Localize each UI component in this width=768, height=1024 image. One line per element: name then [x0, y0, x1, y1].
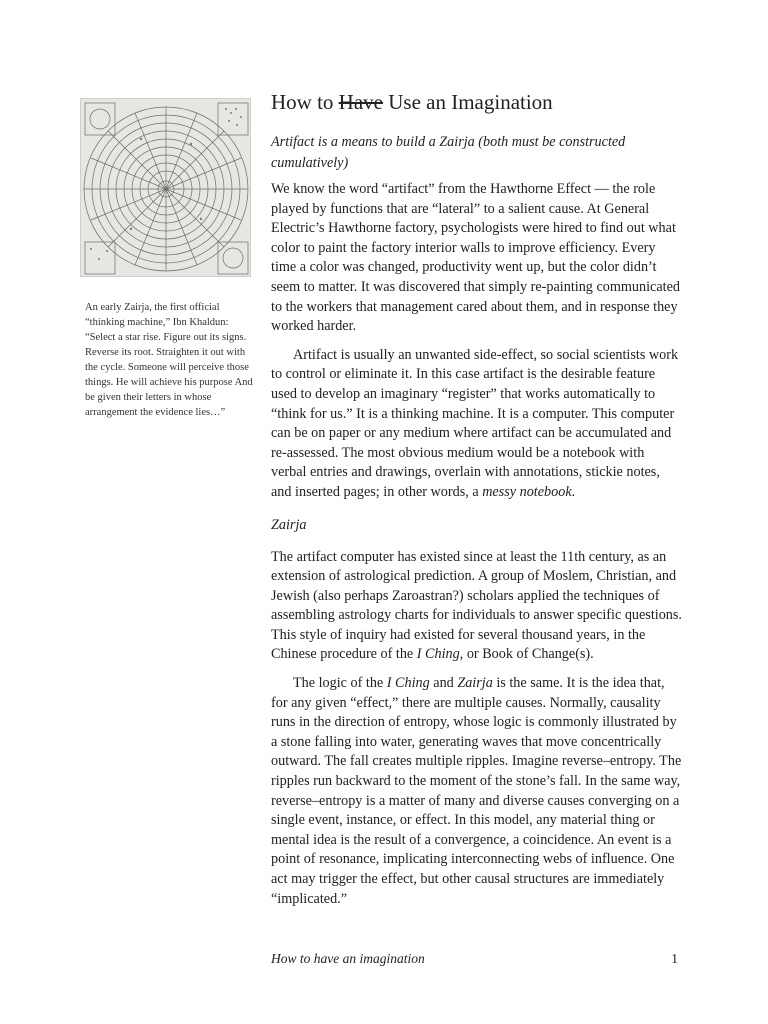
paragraph-4-start: The logic of the	[293, 675, 387, 692]
paragraph-1: We know the word “artifact” from the Hawthorne Effect — the role played by functions that are “lateral” to a salient cause. At General Electric’s Hawthorne factory, psychologists were hired to find out what color to paint the factory interior walls to improve efficiency. Every time a color was changed, productivity went up, but the color didn’t seem to matter. It was discovered that simply re-painting communicated to the workers that management cared about them, and in response they worked harder.	[271, 181, 680, 335]
paragraph-2-emphasis: messy notebook	[482, 483, 572, 500]
paragraph-3-end: , or Book of Change(s).	[459, 646, 594, 663]
paragraph-3-emphasis: I Ching	[416, 646, 460, 663]
running-title: How to have an imagination	[271, 951, 425, 966]
figure-caption: An early Zairja, the first official “thinking machine,” Ibn Khaldun: “Select a star rise. Figure out its signs. Reverse its root. Straighten it out with the cycle. Someone will perceive those things. He will achieve his purpose And be given their letters in whose arrangement the evidence lies…”	[85, 302, 253, 418]
main-content	[271, 88, 683, 909]
page-number: 1	[671, 951, 678, 966]
paragraph-4-and: and	[429, 675, 458, 692]
paragraph-2-text: Artifact is usually an unwanted side-effect, so social scientists work to control or eliminate it. In this case artifact is the desirable feature used to develop an imaginary “register” that works automatically to “think for us.” It is a thinking machine. It is a computer. This computer can be on paper or any medium where artifact can be accumulated and re-assessed. The most obvious medium would be a notebook with verbal entries and drawings, overlain with annotations, stickie notes, and inserted pages; in other words, a	[271, 346, 679, 500]
zairja-chart-illustration	[81, 99, 251, 277]
page-footer	[271, 950, 683, 968]
paragraph-4-emphasis-2: Zairja	[457, 675, 493, 692]
title-part-2: Use an Imagination	[382, 90, 553, 114]
zairja-figure	[80, 98, 251, 277]
paragraph-3-text: The artifact computer has existed since at least the 11th century, as an extension of astrological prediction. A group of Moslem, Christian, and Jewish (also perhaps Zaroastran?) scholars applied the techniques of assembling astrology charts for individuals to answer specific questions. This style of inquiry had existed for several thousand years, in the Chinese procedure of the	[271, 548, 682, 663]
subtitle: Artifact is a means to build a Zairja (both must be constructed cumulatively)	[271, 134, 626, 171]
title-struck-word: Have	[338, 90, 383, 114]
page-title	[271, 88, 683, 116]
paragraph-3	[271, 548, 683, 666]
title-part-1: How to	[271, 90, 339, 114]
section-heading: Zairja	[271, 516, 307, 533]
paragraph-2	[271, 346, 683, 503]
paragraph-2-end: .	[571, 483, 576, 500]
paragraph-4-text: is the same. It is the idea that, for any given “effect,” there are multiple causes. Normally, causality runs in the direction of entropy, whose logic is commonly illustrated by a stone falling into water, generating waves that move concentrically outward. The fall creates multiple ripples. Imagine reverse–entropy. The ripples run backward to the moment of the stone’s fall. In the same way, reverse–entropy is a matter of many and diverse causes converging on a single event, instance, or effect. In this model, any material thing or mental idea is the result of a convergence, a coincidence. An event is a point of resonance, implicating interconnecting webs of influence. One act may trigger the effect, but other causal structures are immediately “implicated.”	[271, 675, 682, 907]
paragraph-4-emphasis-1: I Ching	[386, 675, 430, 692]
paragraph-4	[271, 674, 683, 909]
